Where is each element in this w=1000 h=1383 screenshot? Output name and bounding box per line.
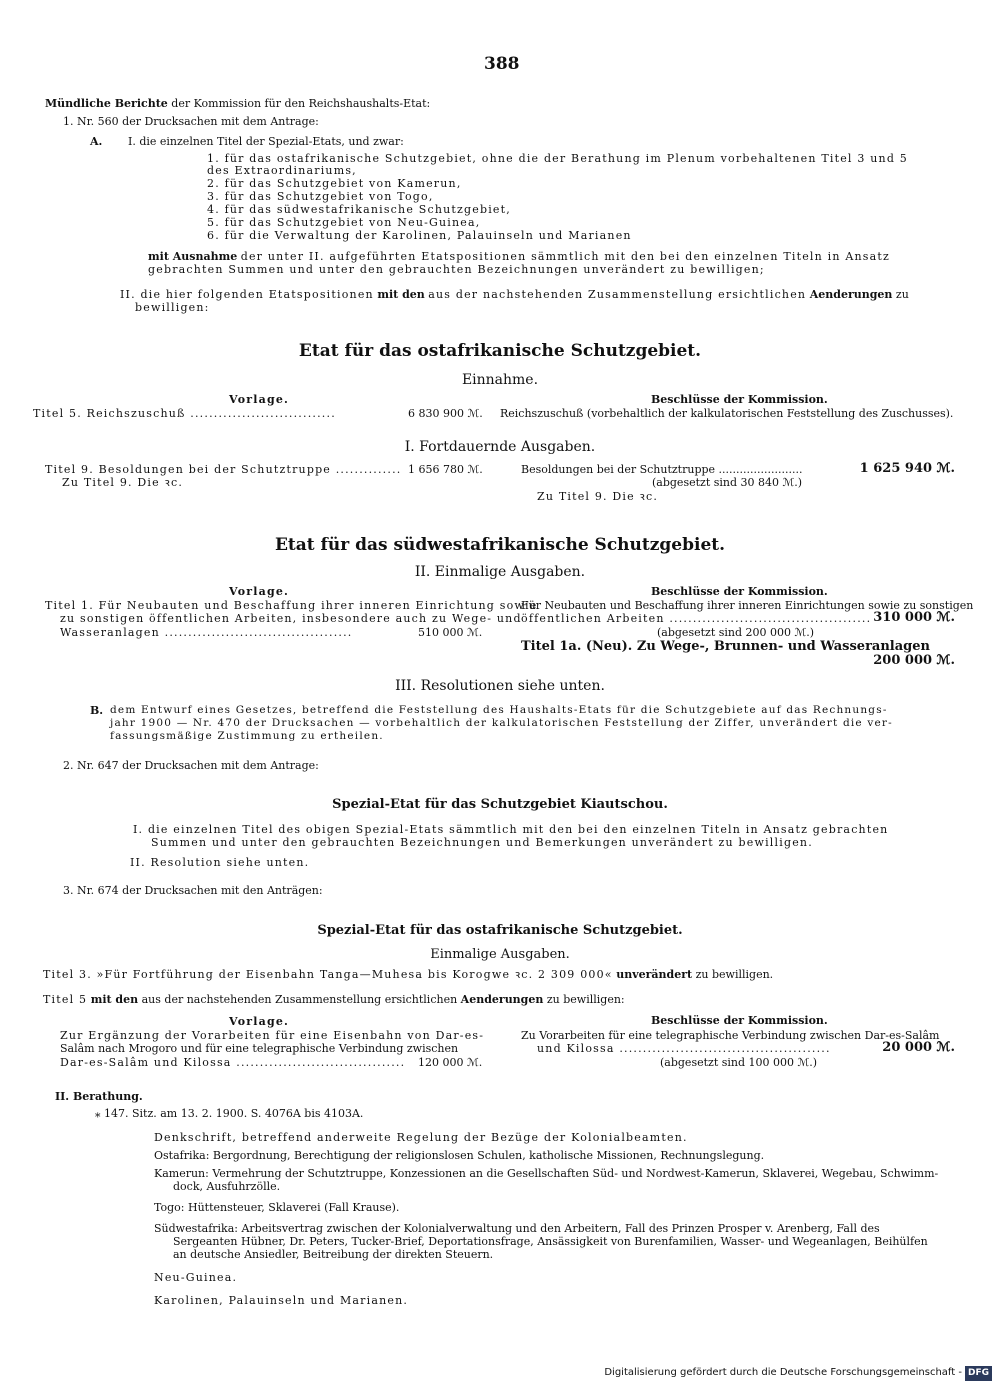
- item-3: 3. Nr. 674 der Drucksachen mit den Anträgen:: [63, 884, 323, 897]
- page-number: 388: [484, 54, 520, 74]
- vorarbeiten-left-line: Zur Ergänzung der Vorarbeiten für eine Eisenbahn von Dar-es-: [60, 1029, 485, 1042]
- titel5-left: Titel 5. Reichszuschuß ...............................: [33, 407, 336, 420]
- berathung-line: Togo: Hüttensteuer, Sklaverei (Fall Krause).: [154, 1201, 400, 1214]
- titel1-right-amount: 310 000 ℳ.: [873, 610, 955, 625]
- titel1-right-line: Für Neubauten und Beschaffung ihrer inneren Einrichtungen sowie zu sonstigen: [521, 599, 974, 612]
- header-rest: der Kommission für den Reichshaushalts-Etat:: [171, 97, 431, 110]
- titel1-right-line: öffentlichen Arbeiten ...........................................: [521, 612, 872, 625]
- berathung-line: Südwestafrika: Arbeitsvertrag zwischen der Kolonialverwaltung und den Arbeitern, Fall des Prinzen Prosper v. Arenberg, Fall des: [154, 1222, 880, 1235]
- titel1-left-line: zu sonstigen öffentlichen Arbeiten, insbesondere auch zu Wege- und: [60, 612, 522, 625]
- section-a-intro: I. die einzelnen Titel der Spezial-Etats, und zwar:: [128, 135, 404, 148]
- col-vorlage: Vorlage.: [229, 393, 290, 406]
- list-item: 3. für das Schutzgebiet von Togo,: [207, 190, 434, 203]
- kiautschou-i-line: I. die einzelnen Titel des obigen Spezial-Etats sämmtlich mit den bei den einzelnen Titeln in Ansatz gebrachten: [133, 823, 889, 836]
- titel3-b: unverändert: [616, 968, 693, 981]
- section-a-label: A.: [90, 135, 103, 148]
- titel3-c: zu bewilligen.: [695, 968, 774, 981]
- berathung-line: dock, Ausfuhrzölle.: [173, 1180, 281, 1193]
- vorarbeiten-left-amount: 120 000 ℳ.: [418, 1056, 483, 1069]
- header-bold: Mündliche Berichte: [45, 97, 168, 110]
- subheading-einmalige-ausgaben: Einmalige Ausgaben.: [430, 947, 570, 962]
- titel9-zu: Zu Titel 9. Die ꝛc.: [62, 476, 184, 489]
- titel5-line: [43, 993, 625, 1006]
- item-2: 2. Nr. 647 der Drucksachen mit dem Antrage:: [63, 759, 319, 772]
- section-b-label: B.: [90, 704, 104, 717]
- titel1a-amount: 200 000 ℳ.: [873, 653, 955, 668]
- sitzung-line: [95, 1107, 363, 1120]
- section-b-line: jahr 1900 — Nr. 470 der Drucksachen — vorbehaltlich der kalkulatorischen Feststellung der Ziffer, unverändert die ver-: [110, 717, 893, 729]
- header-line: [45, 97, 430, 110]
- titel1-left-line: Titel 1. Für Neubauten und Beschaffung ihrer inneren Einrichtung sowie: [45, 599, 538, 612]
- section-ii-c: aus der nachstehenden Zusammenstellung ersichtlichen: [428, 288, 807, 301]
- titel1-left-amount: 510 000 ℳ.: [418, 626, 483, 639]
- section-ii-d: Aenderungen: [809, 288, 893, 301]
- vorarbeiten-right-amount: 20 000 ℳ.: [882, 1040, 955, 1055]
- list-item: 2. für das Schutzgebiet von Kamerun,: [207, 177, 462, 190]
- berathung-line: Kamerun: Vermehrung der Schutztruppe, Konzessionen an die Gesellschaften Süd- und Nordwest-Kamerun, Sklaverei, Wegebau, Schwimm-: [154, 1167, 939, 1180]
- list-item: 1. für das ostafrikanische Schutzgebiet, ohne die der Berathung im Plenum vorbehaltenen Titel 3 und 5: [207, 152, 908, 165]
- berathung-line: Ostafrika: Bergordnung, Berechtigung der religionslosen Schulen, katholische Missionen, Rechnungslegung.: [154, 1149, 765, 1162]
- subheading-einnahme: Einnahme.: [461, 372, 539, 388]
- titel5-b: mit den: [90, 993, 139, 1006]
- section-ii-b: mit den: [377, 288, 425, 301]
- vorarbeiten-left-line: Salâm nach Mrogoro und für eine telegraphische Verbindung zwischen: [60, 1042, 459, 1055]
- vorarbeiten-abgesetzt: (abgesetzt sind 100 000 ℳ.): [660, 1056, 818, 1069]
- titel1-left-line: Wasseranlagen ........................................: [60, 626, 353, 639]
- col-vorlage: Vorlage.: [229, 585, 290, 598]
- titel5-e: zu bewilligen:: [546, 993, 625, 1006]
- kiautschou-ii: II. Resolution siehe unten.: [130, 856, 310, 869]
- heading-spezial-ost: Spezial-Etat für das ostafrikanische Schutzgebiet.: [317, 923, 683, 938]
- ausnahme-line2: gebrachten Summen und unter den gebrauchten Bezeichnungen unverändert zu bewilligen;: [148, 263, 765, 276]
- titel3-line: [43, 968, 773, 981]
- list-item: 6. für die Verwaltung der Karolinen, Palauinseln und Marianen: [207, 229, 632, 242]
- col-beschluesse: Beschlüsse der Kommission.: [651, 393, 828, 406]
- berathung-title: II. Berathung.: [55, 1090, 143, 1103]
- footer-text: Digitalisierung gefördert durch die Deutsche Forschungsgemeinschaft -: [604, 1367, 962, 1378]
- col-beschluesse: Beschlüsse der Kommission.: [651, 585, 828, 598]
- col-beschluesse: Beschlüsse der Kommission.: [651, 1014, 828, 1027]
- section-ii-e: zu: [895, 288, 909, 301]
- dfg-logo: DFG: [965, 1366, 992, 1381]
- titel5-d: Aenderungen: [460, 993, 544, 1006]
- titel3-a: Titel 3. »Für Fortführung der Eisenbahn Tanga—Muhesa bis Korogwe ꝛc. 2 309 000«: [43, 968, 613, 981]
- subheading-einmalige: II. Einmalige Ausgaben.: [414, 564, 586, 580]
- berathung-line: Sergeanten Hübner, Dr. Peters, Tucker-Brief, Deportationsfrage, Ansässigkeit von Burenfamilien, Wasser- und Wegeanlagen, Beihülfen: [173, 1235, 928, 1248]
- berathung-line: an deutsche Ansiedler, Beitreibung der direkten Steuern.: [173, 1248, 494, 1261]
- subheading-resolutionen: III. Resolutionen siehe unten.: [395, 678, 605, 694]
- heading-etat-ost: Etat für das ostafrikanische Schutzgebiet.: [298, 341, 702, 361]
- section-b-line: dem Entwurf eines Gesetzes, betreffend die Feststellung des Haushalts-Etats für die Schutzgebiete auf das Rechnungs-: [110, 704, 888, 716]
- ausnahme-bold: mit Ausnahme: [148, 250, 238, 263]
- titel5-right: Reichszuschuß (vorbehaltlich der kalkulatorischen Feststellung des Zuschusses).: [500, 407, 954, 420]
- titel5-a: Titel 5: [43, 993, 88, 1006]
- vorarbeiten-right-line: und Kilossa .............................................: [537, 1042, 831, 1055]
- titel9-right-zu: Zu Titel 9. Die ꝛc.: [537, 490, 659, 503]
- ausnahme-line: [148, 250, 890, 263]
- sitzung-text: 147. Sitz. am 13. 2. 1900. S. 4076A bis 4103A.: [104, 1107, 364, 1120]
- titel9-right: Besoldungen bei der Schutztruppe ........................: [521, 463, 803, 476]
- footer: [604, 1366, 992, 1381]
- berathung-line: Denkschrift, betreffend anderweite Regelung der Bezüge der Kolonialbeamten.: [154, 1131, 688, 1144]
- list-item: des Extraordinariums,: [207, 164, 357, 177]
- titel5-amount: 6 830 900 ℳ.: [408, 407, 483, 420]
- vorarbeiten-left-line: Dar-es-Salâm und Kilossa ....................................: [60, 1056, 406, 1069]
- titel1a-line: Titel 1a. (Neu). Zu Wege-, Brunnen- und Wasseranlagen: [521, 639, 930, 654]
- titel9-left: Titel 9. Besoldungen bei der Schutztruppe ..............: [45, 463, 402, 476]
- subheading-fortdauernde: I. Fortdauernde Ausgaben.: [404, 439, 596, 455]
- vorarbeiten-right-line: Zu Vorarbeiten für eine telegraphische Verbindung zwischen Dar-es-Salâm: [521, 1029, 940, 1042]
- item-1: 1. Nr. 560 der Drucksachen mit dem Antrage:: [63, 115, 319, 128]
- list-item: 5. für das Schutzgebiet von Neu-Guinea,: [207, 216, 481, 229]
- titel5-c: aus der nachstehenden Zusammenstellung ersichtlichen: [141, 993, 458, 1006]
- titel9-amount: 1 656 780 ℳ.: [408, 463, 483, 476]
- section-ii-a: II. die hier folgenden Etatspositionen: [120, 288, 374, 301]
- heading-kiautschou: Spezial-Etat für das Schutzgebiet Kiautschou.: [332, 797, 668, 812]
- section-b-line: fassungsmäßige Zustimmung zu ertheilen.: [110, 730, 384, 742]
- titel9-right-amount: 1 625 940 ℳ.: [859, 461, 955, 476]
- ausnahme-text: der unter II. aufgeführten Etatspositionen sämmtlich mit den bei den einzelnen Titeln in Ansatz: [240, 250, 890, 263]
- kiautschou-i-line: Summen und unter den gebrauchten Bezeichnungen und Bemerkungen unverändert zu bewilligen.: [151, 836, 813, 849]
- heading-etat-sw: Etat für das südwestafrikanische Schutzgebiet.: [274, 535, 726, 555]
- section-ii-line: [120, 288, 909, 301]
- titel1-abgesetzt: (abgesetzt sind 200 000 ℳ.): [657, 626, 815, 639]
- berathung-line: Neu-Guinea.: [154, 1271, 238, 1284]
- col-vorlage: Vorlage.: [229, 1015, 290, 1028]
- bullet-icon: ⁎: [95, 1107, 104, 1120]
- berathung-line: Karolinen, Palauinseln und Marianen.: [154, 1294, 409, 1307]
- list-item: 4. für das südwestafrikanische Schutzgebiet,: [207, 203, 511, 216]
- titel9-abgesetzt: (abgesetzt sind 30 840 ℳ.): [652, 476, 803, 489]
- section-ii-line2: bewilligen:: [135, 301, 210, 314]
